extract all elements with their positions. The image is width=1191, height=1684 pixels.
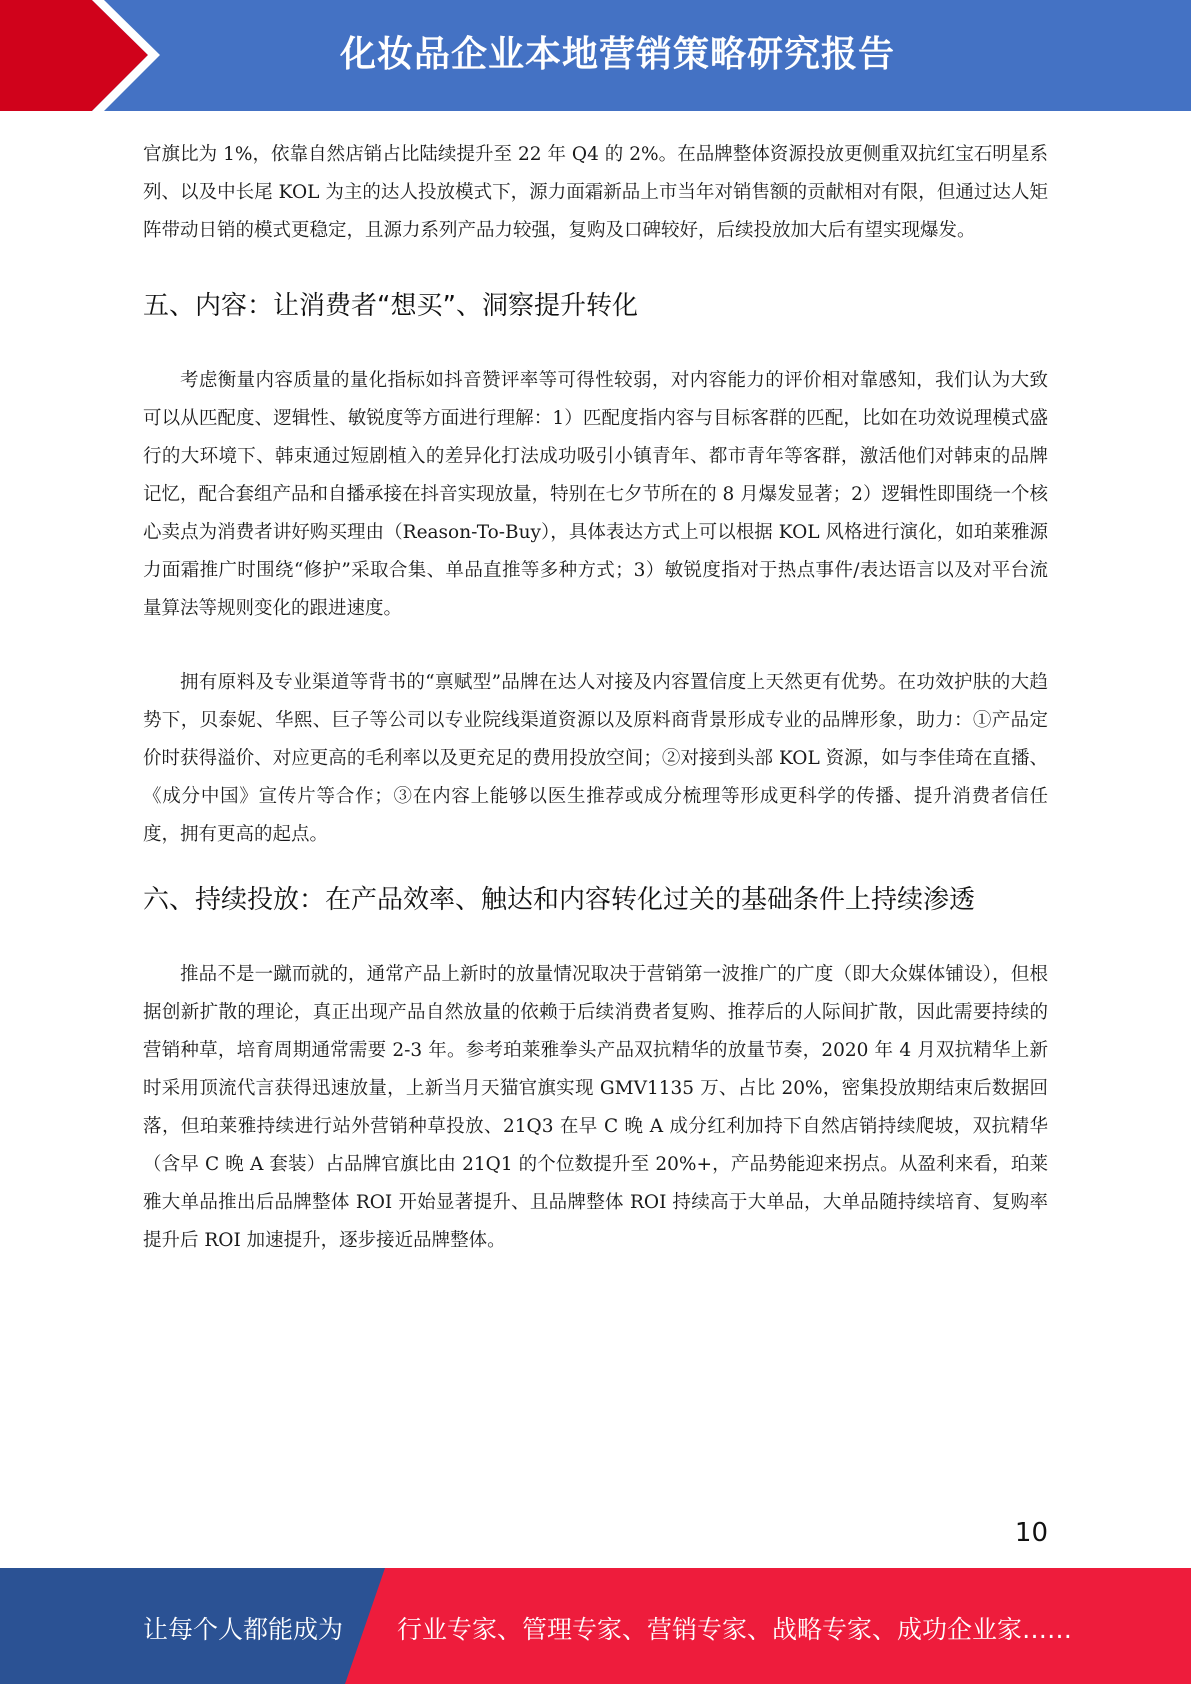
section-heading-5: 五、内容：让消费者“想买”、洞察提升转化 (143, 291, 638, 321)
paragraph-endowment-brands: 拥有原料及专业渠道等背书的“禀赋型”品牌在达人对接及内容置信度上天然更有优势。在功效护肤的大趋势下，贝泰妮、华熙、巨子等公司以专业院线渠道资源以及原料商背景形成专业的品牌形象，助力：①产品定价时获得溢价、对应更高的毛利率以及更充足的费用投放空间；②对接到头部 KOL 资源，如与李佳琦在直播、《成分中国》宣传片等合作；③在内容上能够以医生推荐或成分梳理等形成更科学的传播、提升消费者信任度，拥有更高的起点。 (143, 672, 1048, 845)
page-body (143, 136, 1048, 1260)
section-heading-6: 六、持续投放：在产品效率、触达和内容转化过关的基础条件上持续渗透 (143, 885, 976, 915)
page-footer (0, 1568, 1191, 1684)
page-number: 10 (1014, 1518, 1048, 1548)
paragraph-continuous-investment: 推品不是一蹴而就的，通常产品上新时的放量情况取决于营销第一波推广的广度（即大众媒体铺设），但根据创新扩散的理论，真正出现产品自然放量的依赖于后续消费者复购、推荐后的人际间扩散，因此需要持续的营销种草，培育周期通常需要 2-3 年。参考珀莱雅拳头产品双抗精华的放量节奏，2020 年 4 月双抗精华上新时采用顶流代言获得迅速放量，上新当月天猫官旗实现 GMV1135 万、占比 20%，密集投放期结束后数据回落，但珀莱雅持续进行站外营销种草投放、21Q3 在早 C 晚 A 成分红利加持下自然店销持续爬坡，双抗精华（含早 C 晚 A 套装）占品牌官旗比由 21Q1 的个位数提升至 20%+，产品势能迎来拐点。从盈利来看，珀莱雅大单品推出后品牌整体 ROI 开始显著提升、且品牌整体 ROI 持续高于大单品，大单品随持续培育、复购率提升后 ROI 加速提升，逐步接近品牌整体。 (143, 964, 1048, 1251)
paragraph-intro: 官旗比为 1%，依靠自然店销占比陆续提升至 22 年 Q4 的 2%。在品牌整体资源投放更侧重双抗红宝石明星系列、以及中长尾 KOL 为主的达人投放模式下，源力面霜新品上市当年对销售额的贡献相对有限，但通过达人矩阵带动日销的模式更稳定，且源力系列产品力较强，复购及口碑较好，后续投放加大后有望实现爆发。 (143, 144, 1048, 241)
report-title: 化妆品企业本地营销策略研究报告 (340, 34, 896, 75)
footer-slogan-left: 让每个人都能成为 (143, 1615, 344, 1644)
footer-slogan-right: 行业专家、管理专家、营销专家、战略专家、成功企业家…… (397, 1615, 1073, 1644)
page-header (0, 0, 1191, 111)
paragraph-content-metrics: 考虑衡量内容质量的量化指标如抖音赞评率等可得性较弱，对内容能力的评价相对靠感知，我们认为大致可以从匹配度、逻辑性、敏锐度等方面进行理解：1）匹配度指内容与目标客群的匹配，比如在功效说理模式盛行的大环境下、韩束通过短剧植入的差异化打法成功吸引小镇青年、都市青年等客群，激活他们对韩束的品牌记忆，配合套组产品和自播承接在抖音实现放量，特别在七夕节所在的 8 月爆发显著；2）逻辑性即围绕一个核心卖点为消费者讲好购买理由（Reason-To-Buy），具体表达方式上可以根据 KOL 风格进行演化，如珀莱雅源力面霜推广时围绕“修护”采取合集、单品直推等多种方式；3）敏锐度指对于热点事件/表达语言以及对平台流量算法等规则变化的跟进速度。 (143, 370, 1048, 619)
